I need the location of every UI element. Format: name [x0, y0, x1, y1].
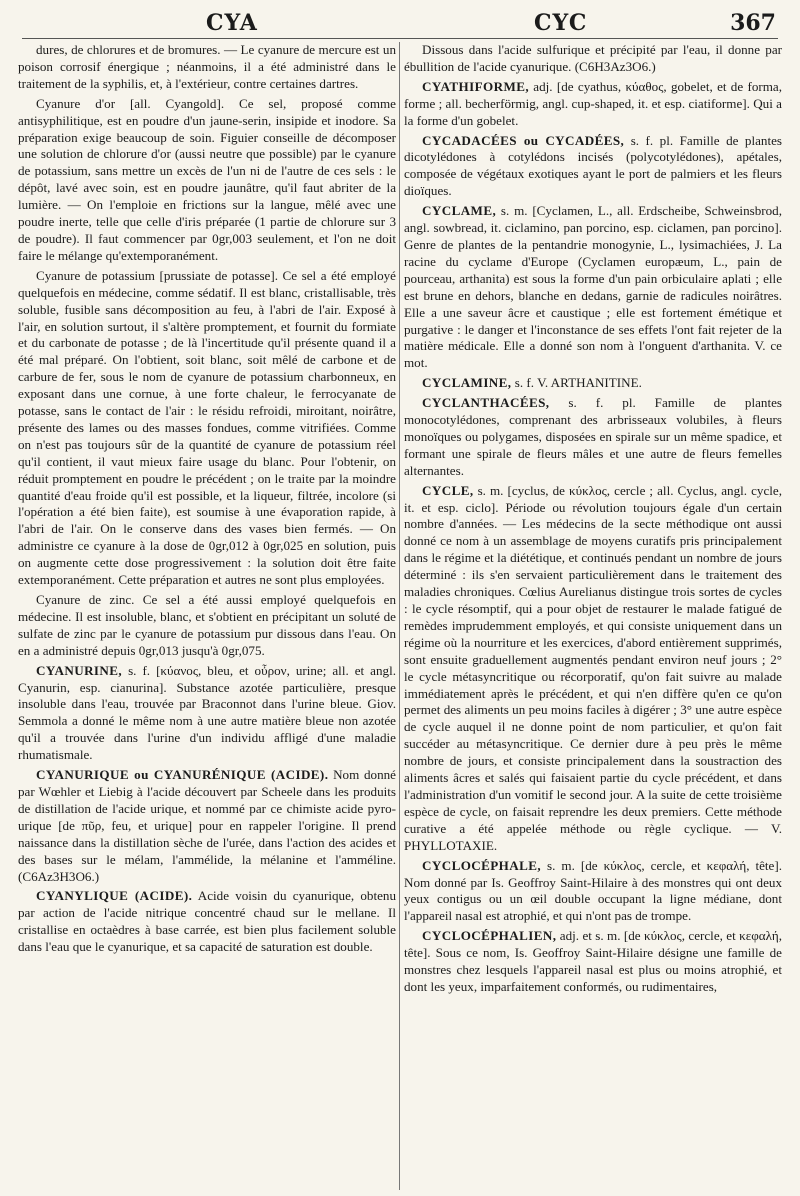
dictionary-entry — [404, 79, 782, 130]
entry-paragraph — [18, 42, 396, 93]
entry-text: s. f. V. ARTHANITINE. — [511, 375, 642, 391]
column-divider — [399, 42, 400, 1190]
entry-headword: CYCLANTHACÉES, — [422, 395, 550, 411]
entry-headword: CYCLAME, — [422, 203, 497, 219]
entry-text: s. m. [Cyclamen, L., all. Erdscheibe, Schweinsbrod, angl. sowbread, it. ciclamino, pan porcino, esp. ciclamen, pan porcino]. Genre de plantes de la pentandrie monogynie, L., lysimachiées, J. La racine du cyclame d'Europe (Cyclamen europæum, L., pain de pourceau, arthanita) est sous la forme d'un pain orbiculaire aplati ; elle est brune en dehors, blanche en dedans, garnie de radicules noirâtres. Elle a une saveur âcre et caustique ; elle est fortement émétique et purgative : le danger et l'inconstance de ses effets l'ont fait rejeter de la matière médicale. Elle a donné son nom à l'onguent d'arthanita. V. ce mot. — [404, 203, 782, 371]
entry-paragraph — [18, 592, 396, 660]
entry-text: Dissous dans l'acide sulfurique et précipité par l'eau, il donne par ébullition de l'acide cyanurique. (C6H3Az3O6.) — [404, 42, 782, 74]
entry-headword: CYCLE, — [422, 482, 474, 498]
entry-text: Cyanure d'or [all. Cyangold]. Ce sel, proposé comme antisyphilitique, est en poudre d'un jaune-serin, insipide et inodore. Sa préparation exige beaucoup de soin. Figuier conseille de décomposer une solution de chlorure d'or (aussi neutre que possible) par le cyanure de potassium, sans mettre un excès de l'un ni de l'autre de ces sels : le dépôt, lavé avec soin, est en poudre jaunâtre, qu'il faut abriter de la lumière. — On l'emploie en frictions sur la langue, mêlé avec une poudre inerte, telle que celle d'iris préparée (1 partie de chlorure sur 3 de poudre). Il faut commencer par 0gr,003 seulement, et l'on ne doit faire le mélange qu'extemporanément. — [18, 95, 396, 263]
entry-text: Cyanure de zinc. Ce sel a été aussi employé quelquefois en médecine. Il est insoluble, blanc, et s'obtient en précipitant un soluté de sulfate de zinc par le cyanure de potassium pur dissous dans l'eau. On en a administré depuis 0gr,013 jusqu'à 0gr,075. — [18, 592, 396, 658]
entry-text: adj. [de cyathus, κύαθος, gobelet, et de forma, forme ; all. becherförmig, angl. cup-shaped, it. et esp. ciatiforme]. Qui a la forme d'un gobelet. — [404, 78, 782, 128]
entry-text: s. m. [de κύκλος, cercle, et κεφαλή, tête]. Nom donné par Is. Geoffroy Saint-Hilaire à des monstres qui ont deux yeux contigus ou un œil double occupant la ligne médiane, dont l'appareil nasal est atrophié, et qui n'ont pas de trompe. — [404, 857, 782, 924]
entry-headword: CYANURIQUE ou CYANURÉNIQUE (ACIDE). — [36, 767, 329, 783]
entry-headword: CYCLOCÉPHALIEN, — [422, 928, 557, 944]
entry-text: Acide voisin du cyanurique, obtenu par action de l'acide nitrique concentré chaud sur le mellane. Il cristallise en octaèdres à base carrée, est bien plus facilement soluble dans l'eau que le cyanurique, et sa capacité de saturation est double. — [18, 888, 396, 955]
header-right-guideword: CYC — [534, 10, 588, 36]
dictionary-entry — [404, 483, 782, 855]
entry-headword: CYANYLIQUE (ACIDE). — [36, 888, 193, 904]
dictionary-entry — [404, 395, 782, 480]
entry-text: s. f. pl. Famille de plantes monocotylédones, comprenant des arbrisseaux volubiles, à fleurs monoïques ou polygames, disposées en spirale sur un même spadice, et formant une spirale de fleurs mâles et une autre de fleurs femelles alternantes. — [404, 395, 782, 478]
entry-paragraph — [18, 96, 396, 265]
header-rule — [22, 38, 778, 39]
entry-headword: CYANURINE, — [36, 662, 123, 678]
entry-headword: CYCLOCÉPHALE, — [422, 857, 542, 873]
dictionary-entry — [404, 133, 782, 201]
entry-text: s. f. [κύανος, bleu, et οὖρον, urine; all. et angl. Cyanurin, esp. cianurina]. Substance azotée particulière, presque insoluble dans l'eau, trouvée par Braconnot dans l'urine bleue. Giov. Semmola a donné le même nom à une autre matière bleue non azotée qu'il a trouvée dans l'urine d'un individu affligé d'une maladie rhumatismale. — [18, 662, 396, 763]
entry-text: Nom donné par Wœhler et Liebig à l'acide découvert par Scheele dans les produits de distillation de l'acide urique, et nommé par ce chimiste acide pyro-urique [de πῦρ, feu, et urique] pour en rappeler l'origine. Il prend naissance dans la distillation sèche de l'urée, dans l'action des acides et des bases sur le mélam, l'ammélide, la mélanine et l'amméline. (C6Az3H3O6.) — [18, 767, 396, 884]
header-left-guideword: CYA — [206, 10, 258, 36]
dictionary-entry — [404, 203, 782, 372]
dictionary-entry — [18, 888, 396, 956]
entry-text: s. f. pl. Famille de plantes dicotylédones à cotylédons incisés (polycotylédones), apétales, composée de végétaux exotiques ayant le port de palmiers et les fleurs dioïques. — [404, 132, 782, 199]
right-column — [404, 42, 782, 1190]
entry-paragraph — [404, 42, 782, 76]
dictionary-entry — [18, 767, 396, 885]
entry-text: adj. et s. m. [de κύκλος, cercle, et κεφαλή, tête]. Sous ce nom, Is. Geoffroy Saint-Hilaire désigne une famille de monstres chez lesquels l'appareil nasal est plus ou moins atrophié, et dont les yeux, imparfaitement conformés, ou rudimentaires, — [404, 928, 782, 994]
entry-headword: CYCADACÉES ou CYCADÉES, — [422, 132, 625, 148]
dictionary-entry — [404, 928, 782, 996]
dictionary-entry — [404, 858, 782, 926]
dictionary-entry — [18, 663, 396, 764]
running-header — [20, 6, 780, 40]
page-number: 367 — [730, 10, 776, 36]
left-column — [18, 42, 396, 1190]
dictionary-entry — [404, 375, 782, 392]
entry-paragraph — [18, 268, 396, 589]
entry-headword: CYCLAMINE, — [422, 375, 512, 391]
entry-text: Cyanure de potassium [prussiate de potasse]. Ce sel a été employé quelquefois en médecine, comme sédatif. Il est blanc, cristallisable, très soluble, fusible sans décomposition au feu, à l'abri de l'air. Exposé à l'air, en solution surtout, il s'altère promptement, et fournit du formiate et du carbonate de potasse ; de là l'incertitude qu'il présente quand il a été mal préparé. On l'obtient, soit blanc, soit mêlé de carbone et de carbure de fer, sous le nom de cyanure de potassium charbonneux, en exposant dans une cornue, à une forte chaleur, le ferrocyanate de potasse, sans le contact de l'air : le résidu refroidi, miroitant, noirâtre, présente des lames ou des masses fondues, comme vitrifiées. Comme on n'est pas toujours sûr de la quantité de cyanure de potassium réel qu'il contient, il vaut mieux faire usage du blanc. Pour l'obtenir, on réduit promptement en poudre le précédent ; on le traite par la moindre quantité d'eau froide qu'il est possible, et la liqueur, filtrée, incolore (si l'opération a été bien faite), est soumise à une évaporation rapide, à l'abri de l'air. On le conserve dans des vases bien fermés. — On administre ce cyanure à la dose de 0gr,012 à 0gr,025 en solution, puis on augmente cette dose progressivement : la solution doit être faite extemporanément. Cette préparation et autres ne sont plus employées. — [18, 267, 396, 588]
entry-headword: CYATHIFORME, — [422, 78, 530, 94]
entry-text: dures, de chlorures et de bromures. — Le cyanure de mercure est un poison corrosif énergique ; néanmoins, il a été administré dans le traitement de la syphilis, et, à l'extérieur, contre certaines dartres. — [18, 42, 396, 91]
entry-text: s. m. [cyclus, de κύκλος, cercle ; all. Cyclus, angl. cycle, it. et esp. ciclo]. Période ou révolution toujours égale d'un certain nombre d'années. — Les médecins de la secte méthodique ont aussi donné ce nom à un assemblage de moyens curatifs pris principalement dans le régime et la diététique, et continués pendant un nombre de jours déterminé : ils s'en servaient particulièrement dans le traitement des maladies chroniques. Cœlius Aurelianus distingue trois sortes de cycles : le cycle résomptif, qui a pour objet de restaurer le malade fatigué de remèdes imprudemment employés, et qui consiste uniquement dans un régime où la nourriture et les exercices, d'abord entièrement supprimés, sont ensuite graduellement augmentés pendant environ neuf jours ; 2° le cycle métasyncritique ou récorporatif, qu'on fait suivre au malade immédiatement après le précédent, et qui n'en diffère qu'en ce qu'on permet des aliments un peu moins faciles à digérer ; 3° une autre espèce de cycle auquel il ne donne point de nom particulier, et qu'on fait succéder au métasyncritique. Ce dernier dure à peu près le même nombre de jours, et consiste principalement dans la soustraction des aliments âcres et salés qui faisaient partie du cycle précédent, et dans l'administration d'un vomitif le second jour. A la suite de cette troisième espèce de cycle, on faisait reprendre les deux premiers. Cette méthode curative a été appelée méthode ou règle cyclique. — V. PHYLLOTAXIE. — [404, 482, 782, 853]
